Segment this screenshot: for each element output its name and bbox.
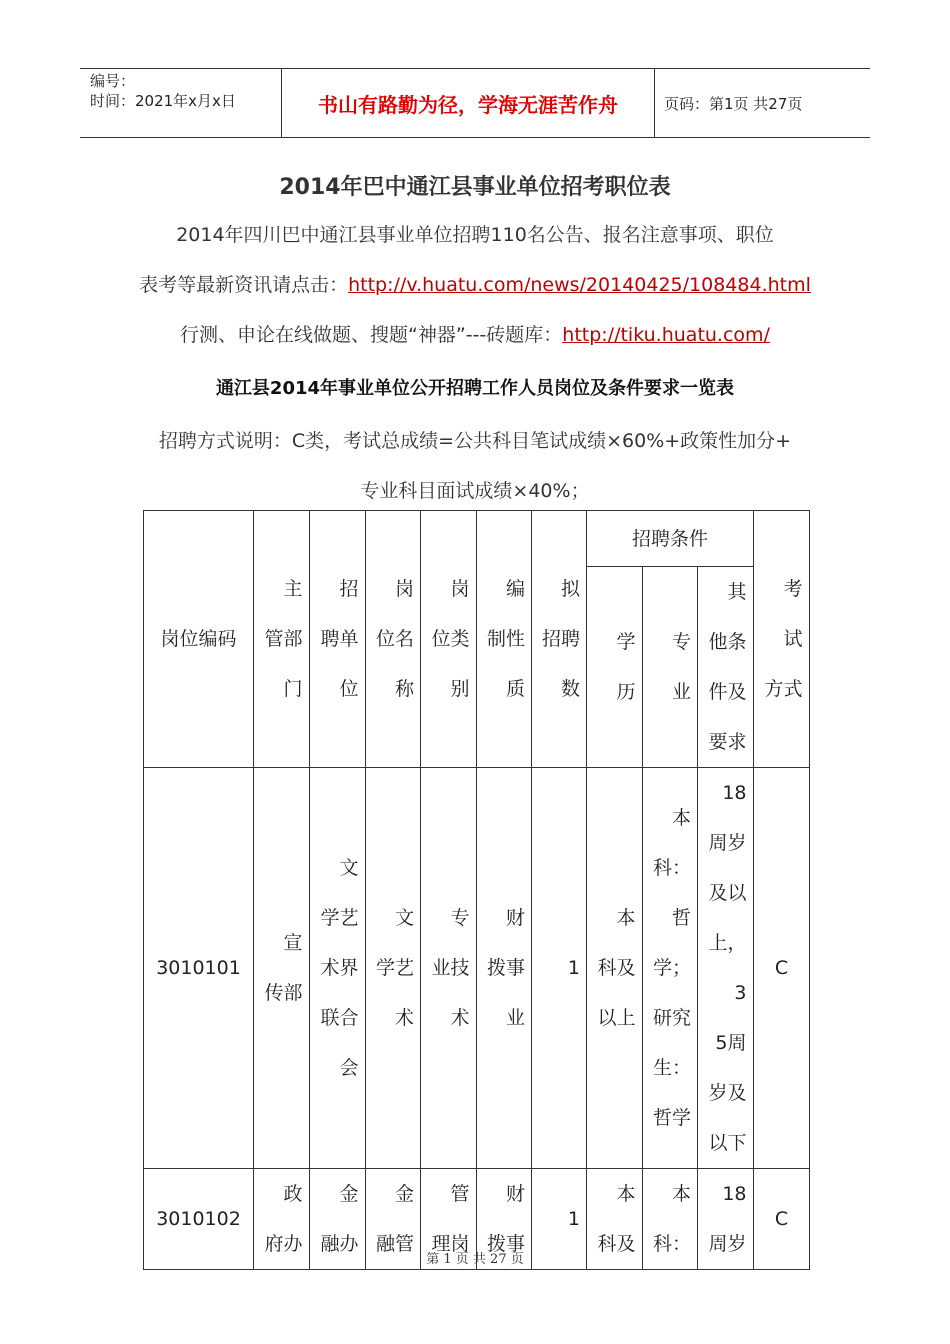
header-education: 学 历 [587,567,643,768]
header-code: 岗位编码 [144,511,254,768]
cell-education: 本 科及 以上 [587,768,643,1169]
cell-unit: 文 学艺 术界 联合 会 [310,768,366,1169]
time-label: 时间：2021年x月x日 [90,92,236,110]
page-header [80,68,870,138]
header-count: 拟 招聘 数 [532,511,587,768]
cell-other: 18 周岁 [698,1169,754,1270]
header-post-name: 岗 位名 称 [366,511,421,768]
doc-title: 2014年巴中通江县事业单位招考职位表 [279,175,671,200]
cell-code: 3010101 [144,768,254,1169]
header-unit: 招 聘单 位 [310,511,366,768]
table-row [144,768,810,1169]
header-staffing: 编 制性 质 [477,511,532,768]
cell-count: 1 [532,1169,587,1270]
intro-line-2-text: 表考等最新资讯请点击： [139,274,349,296]
cell-education: 本 科及 [587,1169,643,1270]
cell-post-type: 专 业技 术 [421,768,477,1169]
header-page-info: 页码：第1页 共27页 [664,94,803,113]
cell-other: 18 周岁 及以 上，3 5周 岁及 以下 [698,768,754,1169]
positions-table [143,510,810,1270]
intro-line-2 [0,270,950,297]
cell-major: 本 科： [643,1169,698,1270]
header-major: 专 业 [643,567,698,768]
cell-code: 3010102 [144,1169,254,1270]
header-exam: 考 试 方式 [754,511,810,768]
cell-major: 本 科： 哲 学； 研究 生： 哲学 [643,768,698,1169]
cell-exam: C [754,768,810,1169]
intro-line-1: 2014年四川巴中通江县事业单位招聘110名公告、报名注意事项、职位 [176,224,774,246]
header-motto: 书山有路勤为径，学海无涯苦作舟 [281,69,655,137]
header-meta [80,69,281,137]
news-link[interactable]: http://v.huatu.com/news/20140425/108484.html [348,274,811,296]
cell-post-name: 金 融管 [366,1169,421,1270]
tiku-link[interactable]: http://tiku.huatu.com/ [562,324,770,346]
cell-post-name: 文 学艺 术 [366,768,421,1169]
note-line-1: 招聘方式说明：C类，考试总成绩=公共科目笔试成绩×60%+政策性加分+ [158,430,792,452]
cell-staffing: 财 拨事 业 [477,768,532,1169]
cell-staffing: 财 拨事 [477,1169,532,1270]
intro-line-3-text: 行测、申论在线做题、搜题“神器”---砖题库： [180,324,563,346]
cell-exam: C [754,1169,810,1270]
note-line-2: 专业科目面试成绩×40%； [360,480,590,502]
header-post-type: 岗 位类 别 [421,511,477,768]
intro-line-3 [0,320,950,347]
cell-dept: 宣 传部 [254,768,310,1169]
header-conditions: 招聘条件 [587,511,754,567]
cell-unit: 金 融办 [310,1169,366,1270]
cell-post-type: 管 理岗 [421,1169,477,1270]
cell-count: 1 [532,768,587,1169]
table-subtitle: 通江县2014年事业单位公开招聘工作人员岗位及条件要求一览表 [215,378,735,399]
page-footer: 第 1 页 共 27 页 [426,1252,524,1267]
number-label: 编号： [90,72,136,90]
header-other: 其 他条 件及 要求 [698,567,754,768]
header-dept: 主 管部 门 [254,511,310,768]
cell-dept: 政 府办 [254,1169,310,1270]
